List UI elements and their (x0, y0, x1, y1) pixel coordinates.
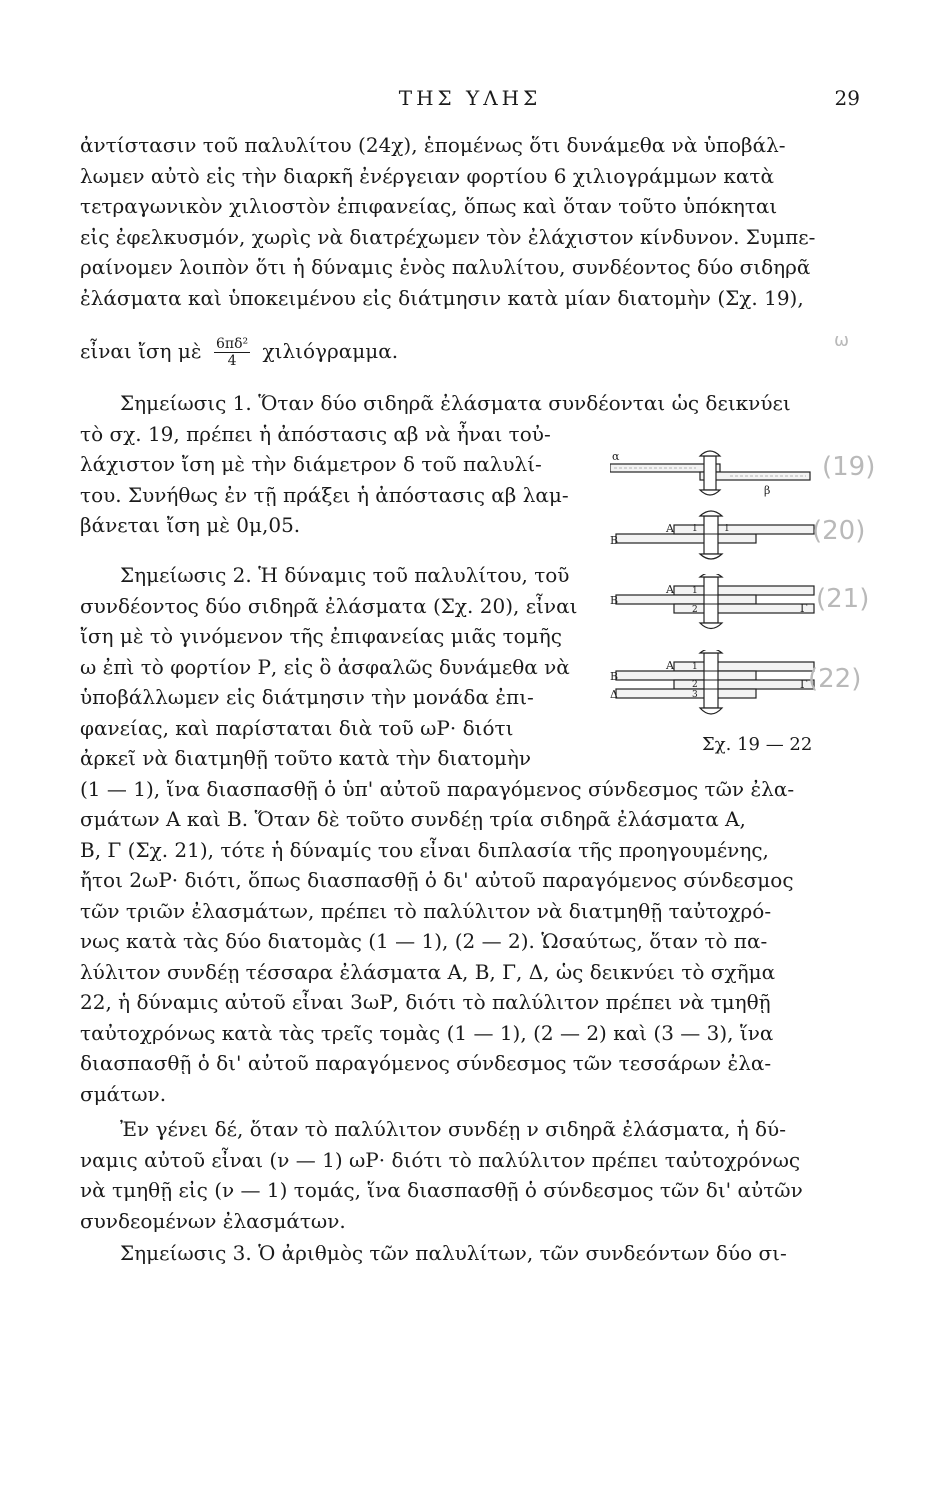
margin-mark: ω (834, 330, 850, 351)
text-line: λωμεν αὐτὸ εἰς τὴν διαρκῆ ἐνέργειαν φορτίου 6 χιλιογράμμων κατὰ (80, 163, 774, 188)
fig22-label: 1 (692, 662, 698, 672)
text-line: τετραγωνικὸν χιλιοστὸν ἐπιφανείας, ὅπως καὶ ὅταν τοῦτο ὑπόκηται (80, 194, 778, 218)
margin-note: (22) (808, 664, 862, 694)
text-line: Σημείωσις 1. Ὅταν δύο σιδηρᾶ ἐλάσματα συνδέονται ὡς δεικνύει (120, 391, 791, 415)
note-3 (80, 1238, 824, 1269)
text-line: (1 — 1), ἵνα διασπασθῇ ὁ ὑπ' αὐτοῦ παραγόμενος σύνδεσμος τῶν ἐλα- (80, 776, 795, 801)
figure-19 (610, 444, 820, 500)
page-header (80, 86, 860, 126)
margin-note: (19) (822, 452, 876, 482)
fig22-label: 2 (692, 680, 698, 690)
text-line: λάχιστον ἴση μὲ τὴν διάμετρον δ τοῦ παλυλί- (80, 452, 542, 476)
fig20-label: 1 (724, 524, 730, 534)
text-line: νως κατὰ τὰς δύο διατομὰς (1 — 1), (2 — 2). Ὡσαύτως, ὅταν τὸ πα- (80, 929, 768, 953)
text-line: 22, ἡ δύναμις αὐτοῦ εἶναι 3ωΡ, διότι τὸ παλύλιτον πρέπει νὰ τμηθῇ (80, 990, 771, 1014)
text-line: συνδεομένων ἐλασμάτων. (80, 1208, 346, 1233)
fig20-label: Β (610, 534, 619, 547)
text-line: βάνεται ἴση μὲ 0μ,05. (80, 513, 301, 537)
text-line: ναμις αὐτοῦ εἶναι (ν — 1) ωΡ· διότι τὸ παλύλιτον πρέπει ταὐτοχρόνως (80, 1147, 801, 1172)
text-line: Β, Γ (Σχ. 21), τότε ἡ δύναμίς του εἶναι διπλασία τῆς προηγουμένης, (80, 837, 769, 862)
fig20-label: Α (666, 522, 674, 535)
fig22-label: Β (610, 670, 619, 683)
fig19-label: β (764, 484, 771, 497)
text-line: νὰ τμηθῇ εἰς (ν — 1) τομάς, ἵνα διασπασθῇ ὁ σύνδεσμος τῶν δι' αὐτῶν (80, 1178, 803, 1202)
fig20-label: 1 (692, 524, 698, 534)
text-line: τὸ σχ. 19, πρέπει ἡ ἀπόστασις αβ νὰ ἦναι τοὐ- (80, 421, 551, 446)
text-line: Σημείωσις 3. Ὁ ἀριθμὸς τῶν παλυλίτων, τῶν συνδεόντων δύο σι- (120, 1241, 787, 1265)
text-line: ἐλάσματα καὶ ὑποκειμένου εἰς διάτμησιν κατὰ μίαν διατομὴν (Σχ. 19), (80, 285, 804, 310)
fig22-label: Δ (610, 688, 618, 701)
opening-paragraph (80, 130, 824, 313)
text-line: ραίνομεν λοιπὸν ὅτι ἡ δύναμις ἑνὸς παλυλίτου, συνδέοντος δύο σιδηρᾶ (80, 255, 811, 279)
text-line: συνδέοντος δύο σιδηρᾶ ἐλάσματα (Σχ. 20), εἶναι (80, 593, 578, 618)
margin-note: (20) (812, 516, 866, 546)
fig22-label: Γ (800, 678, 808, 691)
fig21-label: Γ (800, 602, 808, 615)
page-number: 29 (834, 86, 860, 110)
figure-21 (610, 574, 820, 636)
text-line: ἀντίστασιν τοῦ παλυλίτου (24χ), ἑπομένως ὅτι δυνάμεθα νὰ ὑποβάλ- (80, 133, 786, 157)
general-paragraph (80, 1114, 824, 1236)
figure-22 (610, 650, 820, 722)
text-line: σμάτων. (80, 1081, 167, 1106)
text-line: ἀρκεῖ νὰ διατμηθῇ τοῦτο κατὰ τὴν διατομὴν (80, 746, 532, 770)
text-line: εἰς ἐφελκυσμόν, χωρὶς νὰ διατρέχωμεν τὸν ἐλάχιστον κίνδυνον. Συμπε- (80, 224, 816, 249)
text-line: του. Συνήθως ἐν τῇ πράξει ἡ ἀπόστασις αβ λαμ- (80, 482, 569, 507)
text-line: ὑποβάλλωμεν εἰς διάτμησιν τὴν μονάδα ἐπι- (80, 685, 534, 709)
figure-20 (610, 510, 820, 562)
fig19-label: α (612, 450, 620, 463)
formula-line (80, 336, 824, 369)
fraction-denominator: 4 (227, 353, 237, 369)
figure-caption: Σχ. 19 — 22 (702, 734, 813, 755)
text-line: ταὐτοχρόνως κατὰ τὰς τρεῖς τομὰς (1 — 1), (2 — 2) καὶ (3 — 3), ἵνα (80, 1020, 774, 1045)
fraction-numerator: 6πδ² (216, 336, 249, 352)
text-line: φανείας, καὶ παρίσταται διὰ τοῦ ωΡ· διότι (80, 715, 514, 740)
text-line: σμάτων Α καὶ Β. Ὅταν δὲ τοῦτο συνδέῃ τρία σιδηρᾶ ἐλάσματα Α, (80, 807, 746, 831)
margin-note: (21) (816, 584, 870, 614)
fig22-label: 3 (692, 690, 698, 700)
text-line: τῶν τριῶν ἐλασμάτων, πρέπει τὸ παλύλιτον νὰ διατμηθῇ ταὐτοχρό- (80, 898, 772, 923)
formula-suffix: χιλιόγραμμα. (262, 339, 399, 363)
text-line: ω ἐπὶ τὸ φορτίον Ρ, εἰς ὃ ἀσφαλῶς δυνάμεθα νὰ (80, 654, 570, 679)
text-line: διασπασθῇ ὁ δι' αὐτοῦ παραγόμενος σύνδεσμος τῶν τεσσάρων ἐλα- (80, 1051, 772, 1075)
text-line: Ἐν γένει δέ, ὅταν τὸ παλύλιτον συνδέῃ ν σιδηρᾶ ἐλάσματα, ἡ δύ- (120, 1117, 786, 1141)
fig21-label: 2 (692, 605, 698, 615)
text-line: ἴση μὲ τὸ γινόμενον τῆς ἐπιφανείας μιᾶς τομῆς (80, 624, 562, 648)
fig21-label: Β (610, 594, 619, 607)
running-head: ΤΗΣ ΥΛΗΣ (398, 86, 542, 110)
text-line: Σημείωσις 2. Ἡ δύναμις τοῦ παλυλίτου, τοῦ (120, 563, 570, 587)
fraction (214, 336, 250, 369)
text-line: ἤτοι 2ωΡ· διότι, ὅπως διασπασθῇ ὁ δι' αὐτοῦ παραγόμενος σύνδεσμος (80, 868, 794, 892)
fig21-label: Α (666, 583, 674, 596)
fig22-label: Α (666, 659, 674, 672)
fig21-label: 1 (692, 586, 698, 596)
text-line: λύλιτον συνδέῃ τέσσαρα ἐλάσματα Α, Β, Γ, Δ, ὡς δεικνύει τὸ σχῆμα (80, 959, 776, 984)
formula-prefix: εἶναι ἴση μὲ (80, 339, 202, 363)
